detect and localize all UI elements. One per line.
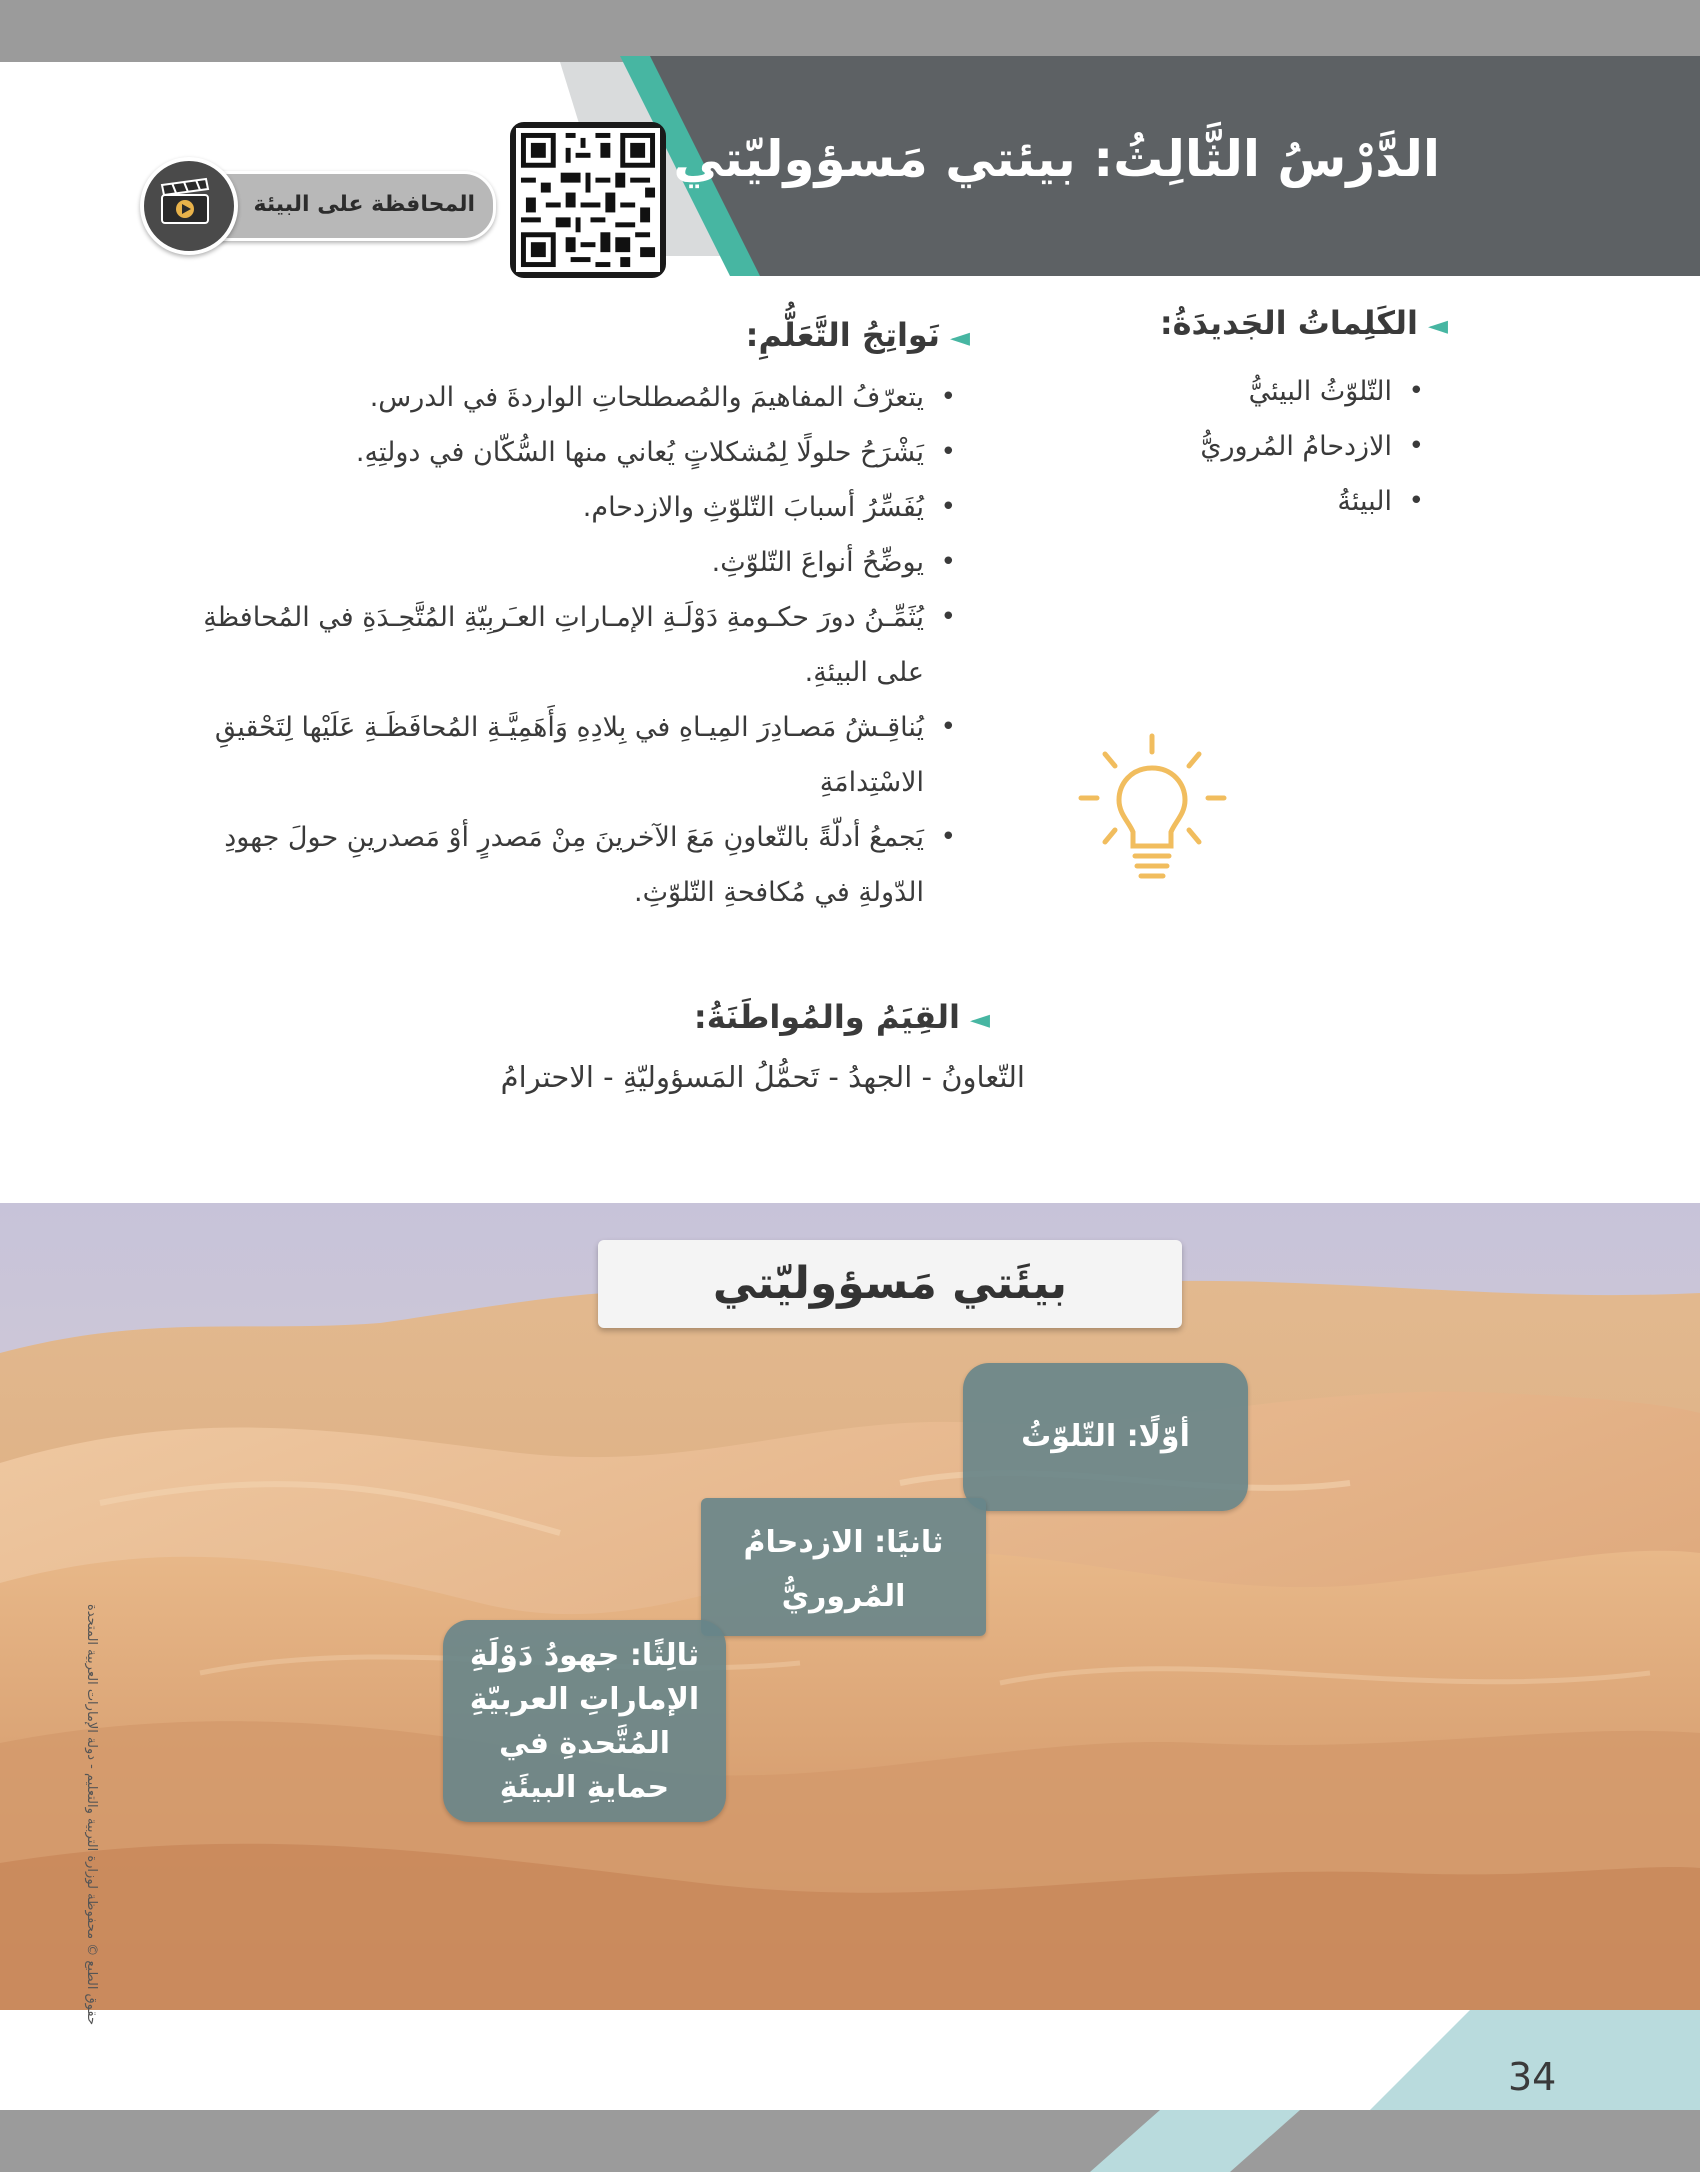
lesson-title: الدَّرْسُ الثَّالِثُ: بيئتي مَسؤوليّتي — [673, 130, 1440, 188]
list-item: • يُفَسِّرُ أسبابَ التّلوّثِ والازدحام. — [170, 480, 960, 535]
concept-node-traffic — [701, 1498, 986, 1636]
node-line: ثانيًا: الازدحامُ — [743, 1525, 944, 1560]
node-line: المُتَّحدةِ في — [498, 1726, 670, 1761]
video-link[interactable] — [140, 165, 500, 243]
values-text: التّعاونُ - الجهدُ - تَحمُّلُ المَسؤوليّةِ - الاحترامُ — [500, 1060, 1025, 1094]
triangle-marker-icon: ◄ — [970, 1005, 990, 1035]
concept-node-pollution: أوّلًا: التّلوّثُ — [963, 1363, 1248, 1511]
list-item: • يَشْرَحُ حلولًا لِمُشكلاتٍ يُعاني منها السُّكّان في دولتِهِ. — [170, 425, 960, 480]
values-heading-text: القِيَمُ والمُواطَنَةُ: — [693, 998, 960, 1036]
node-line: ثالِثًا: جهودُ دَوْلَةِ — [469, 1638, 700, 1673]
top-bar — [0, 0, 1700, 62]
list-item: • يتعرّفُ المفاهيمَ والمُصطلحاتِ الواردةَ في الدرس. — [170, 370, 960, 425]
new-words-heading — [1160, 304, 1448, 342]
values-heading — [694, 998, 990, 1036]
new-words-list — [1028, 364, 1428, 529]
video-clapper-icon[interactable] — [140, 157, 238, 255]
concept-map-title: بيئَتي مَسؤوليّتي — [598, 1240, 1182, 1328]
new-words-heading-text: الكَلِماتُ الجَديدَةُ: — [1159, 304, 1418, 342]
list-item: • يُثَمِّـنُ دورَ حكـومةِ دَوْلَـةِ الإمـاراتِ العـَربِيّةِ المُتَّحِـدَةِ في المُحافظةِ على البيئةِ. — [170, 590, 960, 700]
concept-node-uae-efforts — [443, 1620, 726, 1822]
copyright-credit: حقوق الطبع © محفوظة لوزارة التربية والتعليم - دولة الإمارات العربية المتحدة — [84, 1603, 99, 2025]
node-line: الإماراتِ العربيّةِ — [469, 1682, 700, 1717]
list-item: • يُناقِـشُ مَصـادِرَ المِيـاهِ في بِلادِهِ وَأَهَمِيَّـةِ المُحافَظَـةِ عَلَيْها لِتَحْقيقِ الاسْتِدامَةِ — [170, 700, 960, 810]
node-line: المُروريُّ — [781, 1579, 906, 1614]
list-item: • البيئةُ — [1028, 474, 1428, 529]
list-item: • يَجمعُ أدلّةً بالتّعاونِ مَعَ الآخرينَ مِنْ مَصدرٍ أوْ مَصدرينِ حولَ جهودِ الدّولةِ في مُكافحةِ التّلوّثِ. — [170, 810, 960, 920]
list-item: • يوضِّحُ أنواعَ التّلوّثِ. — [170, 535, 960, 590]
outcomes-list — [170, 370, 960, 920]
node-line: حمايةِ البيئَةِ — [499, 1770, 670, 1805]
lightbulb-icon — [1075, 730, 1230, 890]
list-item: • التّلوّثُ البيئيُّ — [1028, 364, 1428, 419]
page-number: 34 — [1508, 2055, 1557, 2099]
video-label: المحافظة على البيئة — [253, 192, 475, 217]
list-item: • الازدحامُ المُروريُّ — [1028, 419, 1428, 474]
triangle-marker-icon: ◄ — [950, 323, 970, 353]
outcomes-heading-text: نَواتِجُ التَّعَلُّمِ: — [745, 316, 940, 354]
triangle-marker-icon: ◄ — [1428, 311, 1448, 341]
footer-band — [0, 2010, 1700, 2172]
qr-code-icon[interactable] — [510, 122, 666, 278]
outcomes-heading — [746, 316, 970, 354]
